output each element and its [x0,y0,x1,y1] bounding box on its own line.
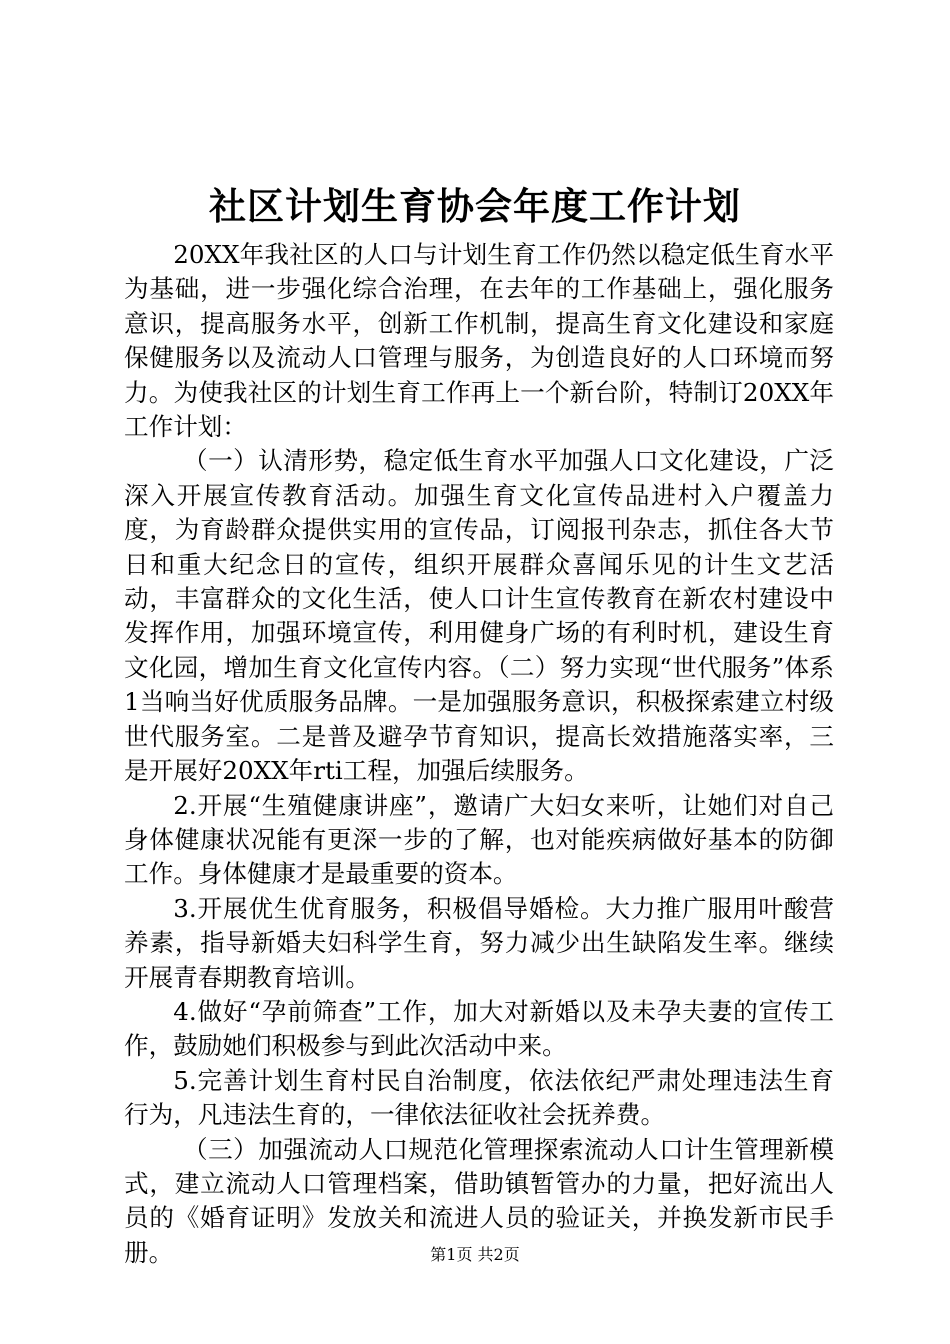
item-three-paragraph: 3.开展优生优育服务，积极倡导婚检。大力推广服用叶酸营养素，指导新婚夫妇科学生育，努力减少出生缺陷发生率。继续开展青春期教育培训。 [124,893,834,992]
document-title: 社区计划生育协会年度工作计划 [209,184,741,228]
item-five-paragraph: 5.完善计划生育村民自治制度，依法依纪严肃处理违法生育行为，凡违法生育的，一律依法征收社会抚养费。 [124,1065,834,1130]
document-body [124,238,834,1270]
page-footer: 第1页 共2页 [430,1245,520,1264]
item-two-paragraph: 2.开展“生殖健康讲座”，邀请广大妇女来听，让她们对自己身体健康状况能有更深一步的了解，也对能疾病做好基本的防御工作。身体健康才是最重要的资本。 [124,790,834,889]
section-one-paragraph: （一）认清形势，稳定低生育水平加强人口文化建设，广泛深入开展宣传教育活动。加强生育文化宣传品进村入户覆盖力度，为育龄群众提供实用的宣传品，订阅报刊杂志，抓住各大节日和重大纪念日的宣传，组织开展群众喜闻乐见的计生文艺活动，丰富群众的文化生活，使人口计生宣传教育在新农村建设中发挥作用，加强环境宣传，利用健身广场的有利时机，建设生育文化园，增加生育文化宣传内容。（二）努力实现“世代服务”体系1当响当好优质服务品牌。一是加强服务意识，积极探索建立村级世代服务室。二是普及避孕节育知识，提高长效措施落实率，三是开展好20XX年rti工程，加强后续服务。 [124,446,834,786]
section-three-paragraph: （三）加强流动人口规范化管理探索流动人口计生管理新模式，建立流动人口管理档案，借助镇暂管办的力量，把好流出人员的《婚育证明》发放关和流进人员的验证关，并换发新市民手册。 [124,1134,834,1267]
intro-paragraph: 20XX年我社区的人口与计划生育工作仍然以稳定低生育水平为基础，进一步强化综合治理，在去年的工作基础上，强化服务意识，提高服务水平，创新工作机制，提高生育文化建设和家庭保健服务以及流动人口管理与服务，为创造良好的人口环境而努力。为使我社区的计划生育工作再上一个新台阶，特制订20XX年工作计划： [124,240,834,442]
item-four-paragraph: 4.做好“孕前筛查”工作，加大对新婚以及未孕夫妻的宣传工作，鼓励她们积极参与到此次活动中来。 [124,996,834,1061]
